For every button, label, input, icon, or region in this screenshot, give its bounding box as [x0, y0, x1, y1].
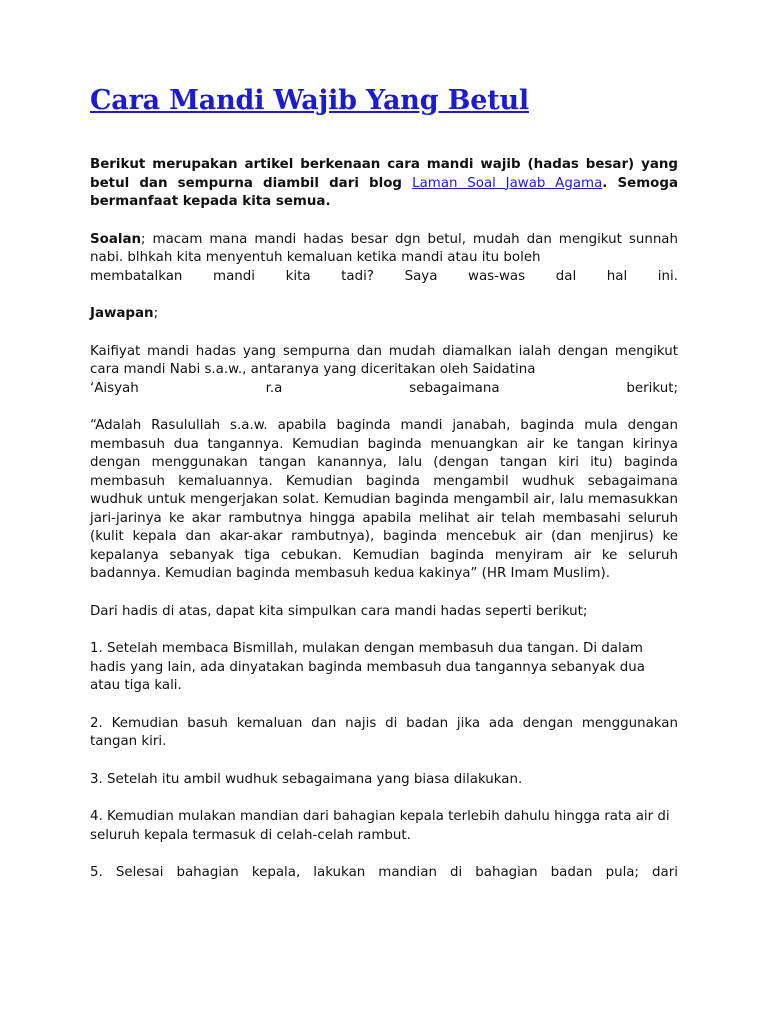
- question-paragraph: [90, 231, 678, 268]
- step-2: 2. Kemudian basuh kemaluan dan najis di badan jika ada dengan menggunakan tangan kiri.: [90, 715, 678, 749]
- step-5: 5. Selesai bahagian kepala, lakukan mandian di bahagian badan pula; dari: [90, 865, 678, 880]
- intro-text-before-link: Berikut merupakan artikel berkenaan cara mandi wajib (hadas besar) yang betul dan sempurna diambil dari blog: [90, 157, 678, 191]
- intro-paragraph: [90, 156, 678, 212]
- summary-paragraph: Dari hadis di atas, dapat kita simpulkan cara mandi hadas seperti berikut;: [90, 603, 588, 619]
- kaifiyat-paragraph-end: [90, 380, 678, 399]
- question-text-end: membatalkan mandi kita tadi? Saya was-was dal hal ini.: [90, 268, 678, 284]
- page-title[interactable]: [90, 84, 678, 118]
- step-1: 1. Setelah membaca Bismillah, mulakan dengan membasuh dua tangan. Di dalam hadis yang lain, ada dinyatakan baginda membasuh dua tangannya sebanyak dua atau tiga kali.: [90, 641, 645, 693]
- step-4: 4. Kemudian mulakan mandian dari bahagian kepala terlebih dahulu hingga rata air di seluruh kepala termasuk di celah-celah rambut.: [90, 809, 670, 843]
- question-text: ; macam mana mandi hadas besar dgn betul, mudah dan mengikut sunnah nabi. blhkah kita menyentuh kemaluan ketika mandi atau itu boleh: [90, 231, 678, 265]
- answer-label: Jawapan: [90, 306, 154, 321]
- title-link[interactable]: Cara Mandi Wajib Yang Betul: [90, 85, 529, 116]
- article: [90, 84, 678, 902]
- answer-suffix: ;: [153, 306, 159, 321]
- intro-text-after-link: . Semoga bermanfaat kepada kita semua.: [90, 175, 679, 209]
- source-blog-link[interactable]: Laman Soal Jawab Agama: [412, 175, 603, 191]
- question-paragraph-end: [90, 268, 678, 287]
- kaifiyat-text-end: ‘Aisyah r.a sebagaimana berikut;: [90, 380, 678, 396]
- hadith-paragraph: “Adalah Rasulullah s.a.w. apabila baginda mandi janabah, baginda mula dengan membasuh dua tangannya. Kemudian baginda menuangkan air ke tangan kirinya dengan menggunakan tangan kanannya, lalu (dengan tangan kiri itu) baginda membasuh kemaluannya. Kemudian baginda mengambil wudhuk sebagaimana wudhuk untuk mengerjakan solat. Kemudian baginda mengambil air, lalu memasukkan jari-jarinya ke akar rambutnya hingga apabila melihat air telah membasahi seluruh (kulit kepala dan akar-akar rambutnya), baginda mencebuk air (dan menjirus) ke kepalanya sebanyak tiga cebukan. Kemudian baginda menyiram air ke seluruh badannya. Kemudian baginda membasuh kedua kakinya” (HR Imam Muslim).: [90, 418, 678, 581]
- question-label: Soalan: [90, 231, 142, 247]
- kaifiyat-text: Kaifiyat mandi hadas yang sempurna dan mudah diamalkan ialah dengan mengikut cara mandi Nabi s.a.w., antaranya yang diceritakan oleh Saidatina: [90, 343, 678, 377]
- step-3: 3. Setelah itu ambil wudhuk sebagaimana yang biasa dilakukan.: [90, 771, 523, 787]
- kaifiyat-paragraph: [90, 343, 678, 380]
- answer-heading: [90, 305, 678, 324]
